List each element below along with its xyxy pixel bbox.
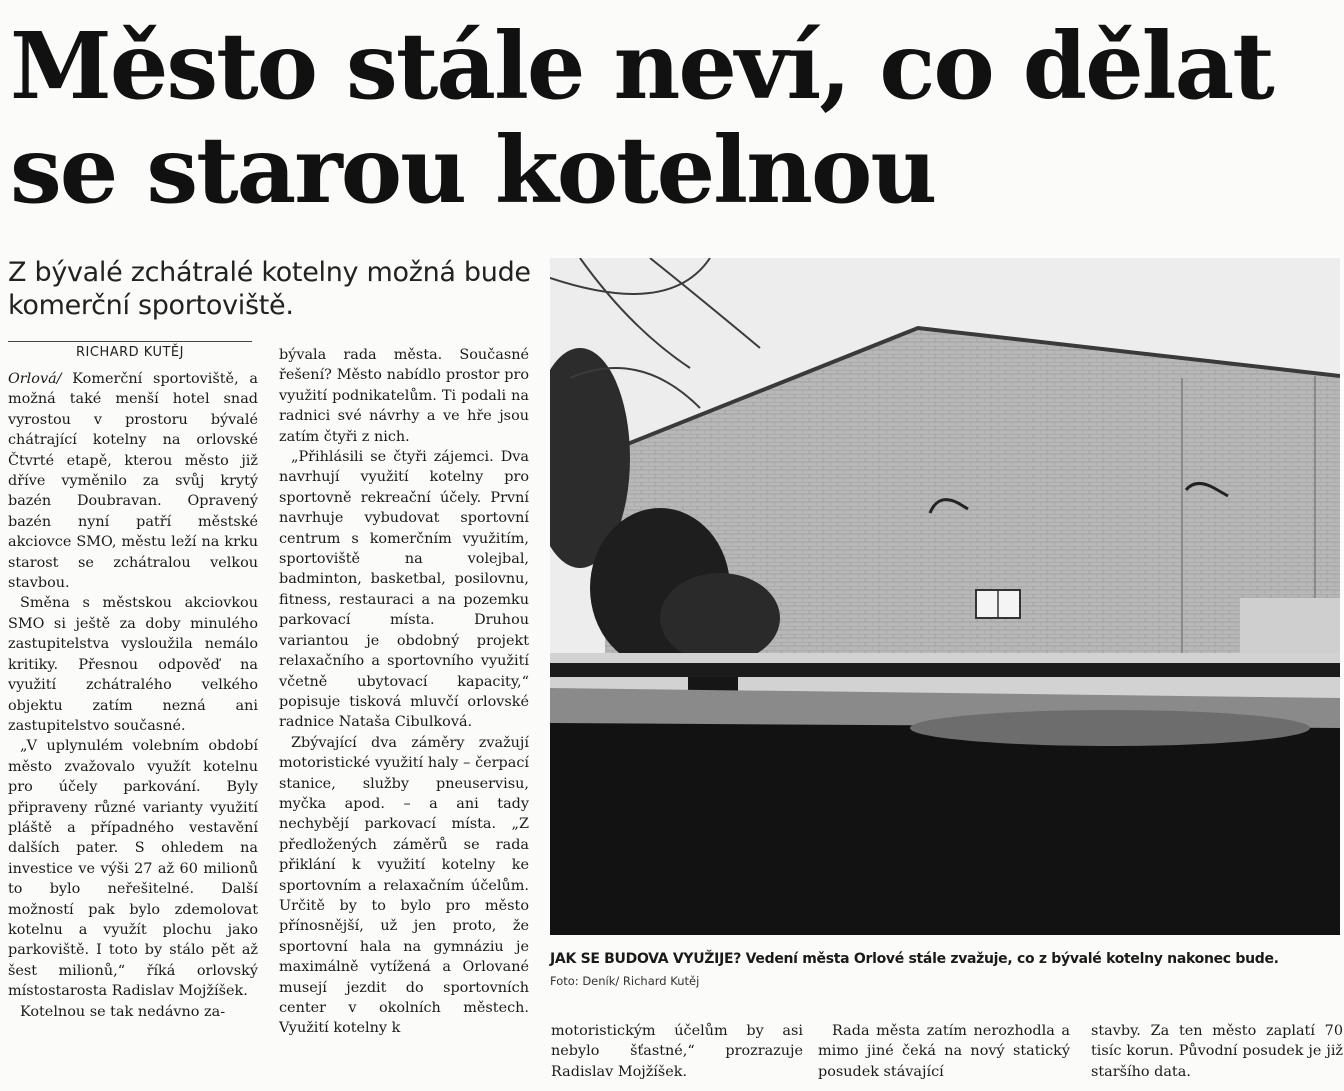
caption-text: Vedení města Orlové stále zvažuje, co z bývalé kotelny nakonec bude. <box>741 951 1279 967</box>
paragraph: „Přihlásili se čtyři zájemci. Dva navrhují využití kotelny pro sportovně rekreační účely. První navrhuje vybudovat sportovní centrum s komerčním využitím, sportoviště na volejbal, badminton, basketbal, posilovnu, fitness, restauraci a na pozemku parkovací místa. Druhou variantou je obdobný projekt relaxačního a sportovního využití včetně ubytovací kapacity,“ popisuje tisková mluvčí orlovské radnice Nataša Cibulková. <box>279 449 529 731</box>
paragraph: Směna s městskou akciovkou SMO si ještě za doby minulého zastupitelstva vysloužila nemálo kritiky. Přesnou odpověď na využití zchátralého velkého objektu zatím nezná ani zastupitelstvo současné. <box>8 595 258 734</box>
paragraph: „V uplynulém volebním období město zvažovalo využít kotelnu pro účely parkování. Byly připraveny různé varianty využití pláště a případného vestavění dalších pater. S ohledem na investice ve výši 27 až 60 milionů to bylo neřešitelné. Další možností pak bylo zdemolovat kotelnu a využít plochu jako parkoviště. I toto by stálo pět až šest milionů,“ říká orlovský místostarosta Radislav Mojžíšek. <box>8 738 258 1000</box>
paragraph: bývala rada města. Současné řešení? Město nabídlo prostor pro využití podnikatelům. Ti podali na radnici své návrhy a ve hře jsou zatím čtyři z nich. <box>279 347 529 445</box>
bottom-column-2: Rada města zatím nerozhodla a mimo jiné čeká na nový statický posudek stávající <box>818 1023 1070 1080</box>
dateline: Orlová/ <box>8 371 62 387</box>
paragraph <box>8 369 258 593</box>
article-column-1 <box>8 369 258 1022</box>
subheadline: Z bývalé zchátralé kotelny možná bude komerční sportoviště. <box>8 257 531 321</box>
boiler-house-photo <box>550 258 1340 935</box>
article-photo <box>550 258 1340 935</box>
article-column-2 <box>279 345 529 1039</box>
photo-credit: Foto: Deník/ Richard Kutěj <box>550 974 700 988</box>
paragraph: Kotelnou se tak nedávno za- <box>20 1003 226 1020</box>
paragraph-text: Komerční sportoviště, a možná také menší hotel snad vyrostou v prostoru bývalé chátrající kotelny na orlovské Čtvrté etapě, kterou město již dříve vyměnilo za svůj krytý bazén Doubravan. Opravený bazén nyní patří městské akciovce SMO, městu leží na krku starost se zchátralou velkou stavbou. <box>8 371 258 592</box>
caption-lead: JAK SE BUDOVA VYUŽIJE? <box>550 951 742 967</box>
railing <box>550 663 1340 677</box>
headline: Město stále neví, co dělat se starou kotelnou <box>10 12 1273 224</box>
photo-caption <box>550 950 1340 990</box>
byline: RICHARD KUTĚJ <box>8 341 252 360</box>
bottom-column-1: motoristickým účelům by asi nebylo šťastné,“ prozrazuje Radislav Mojžíšek. <box>551 1023 803 1080</box>
paragraph: Zbývající dva záměry zvažují motoristické využití haly – čerpací stanice, služby pneuservisu, myčka apod. – a ani tady nechybějí parkovací místa. „Z předložených záměrů se rada přiklání k využití kotelny ke sportovním a relaxačním účelům. Určitě by to bylo pro město přínosnější, už jen proto, že sportovní hala na gymnáziu je maximálně vytížená a Orlované musejí jezdit do sportovních center v okolních městech. Využití kotelny k <box>279 734 529 1037</box>
caption-line <box>550 950 1340 968</box>
bottom-column-3: stavby. Za ten město zaplatí 70 tisíc korun. Původní posudek je již staršího data. <box>1091 1023 1343 1080</box>
